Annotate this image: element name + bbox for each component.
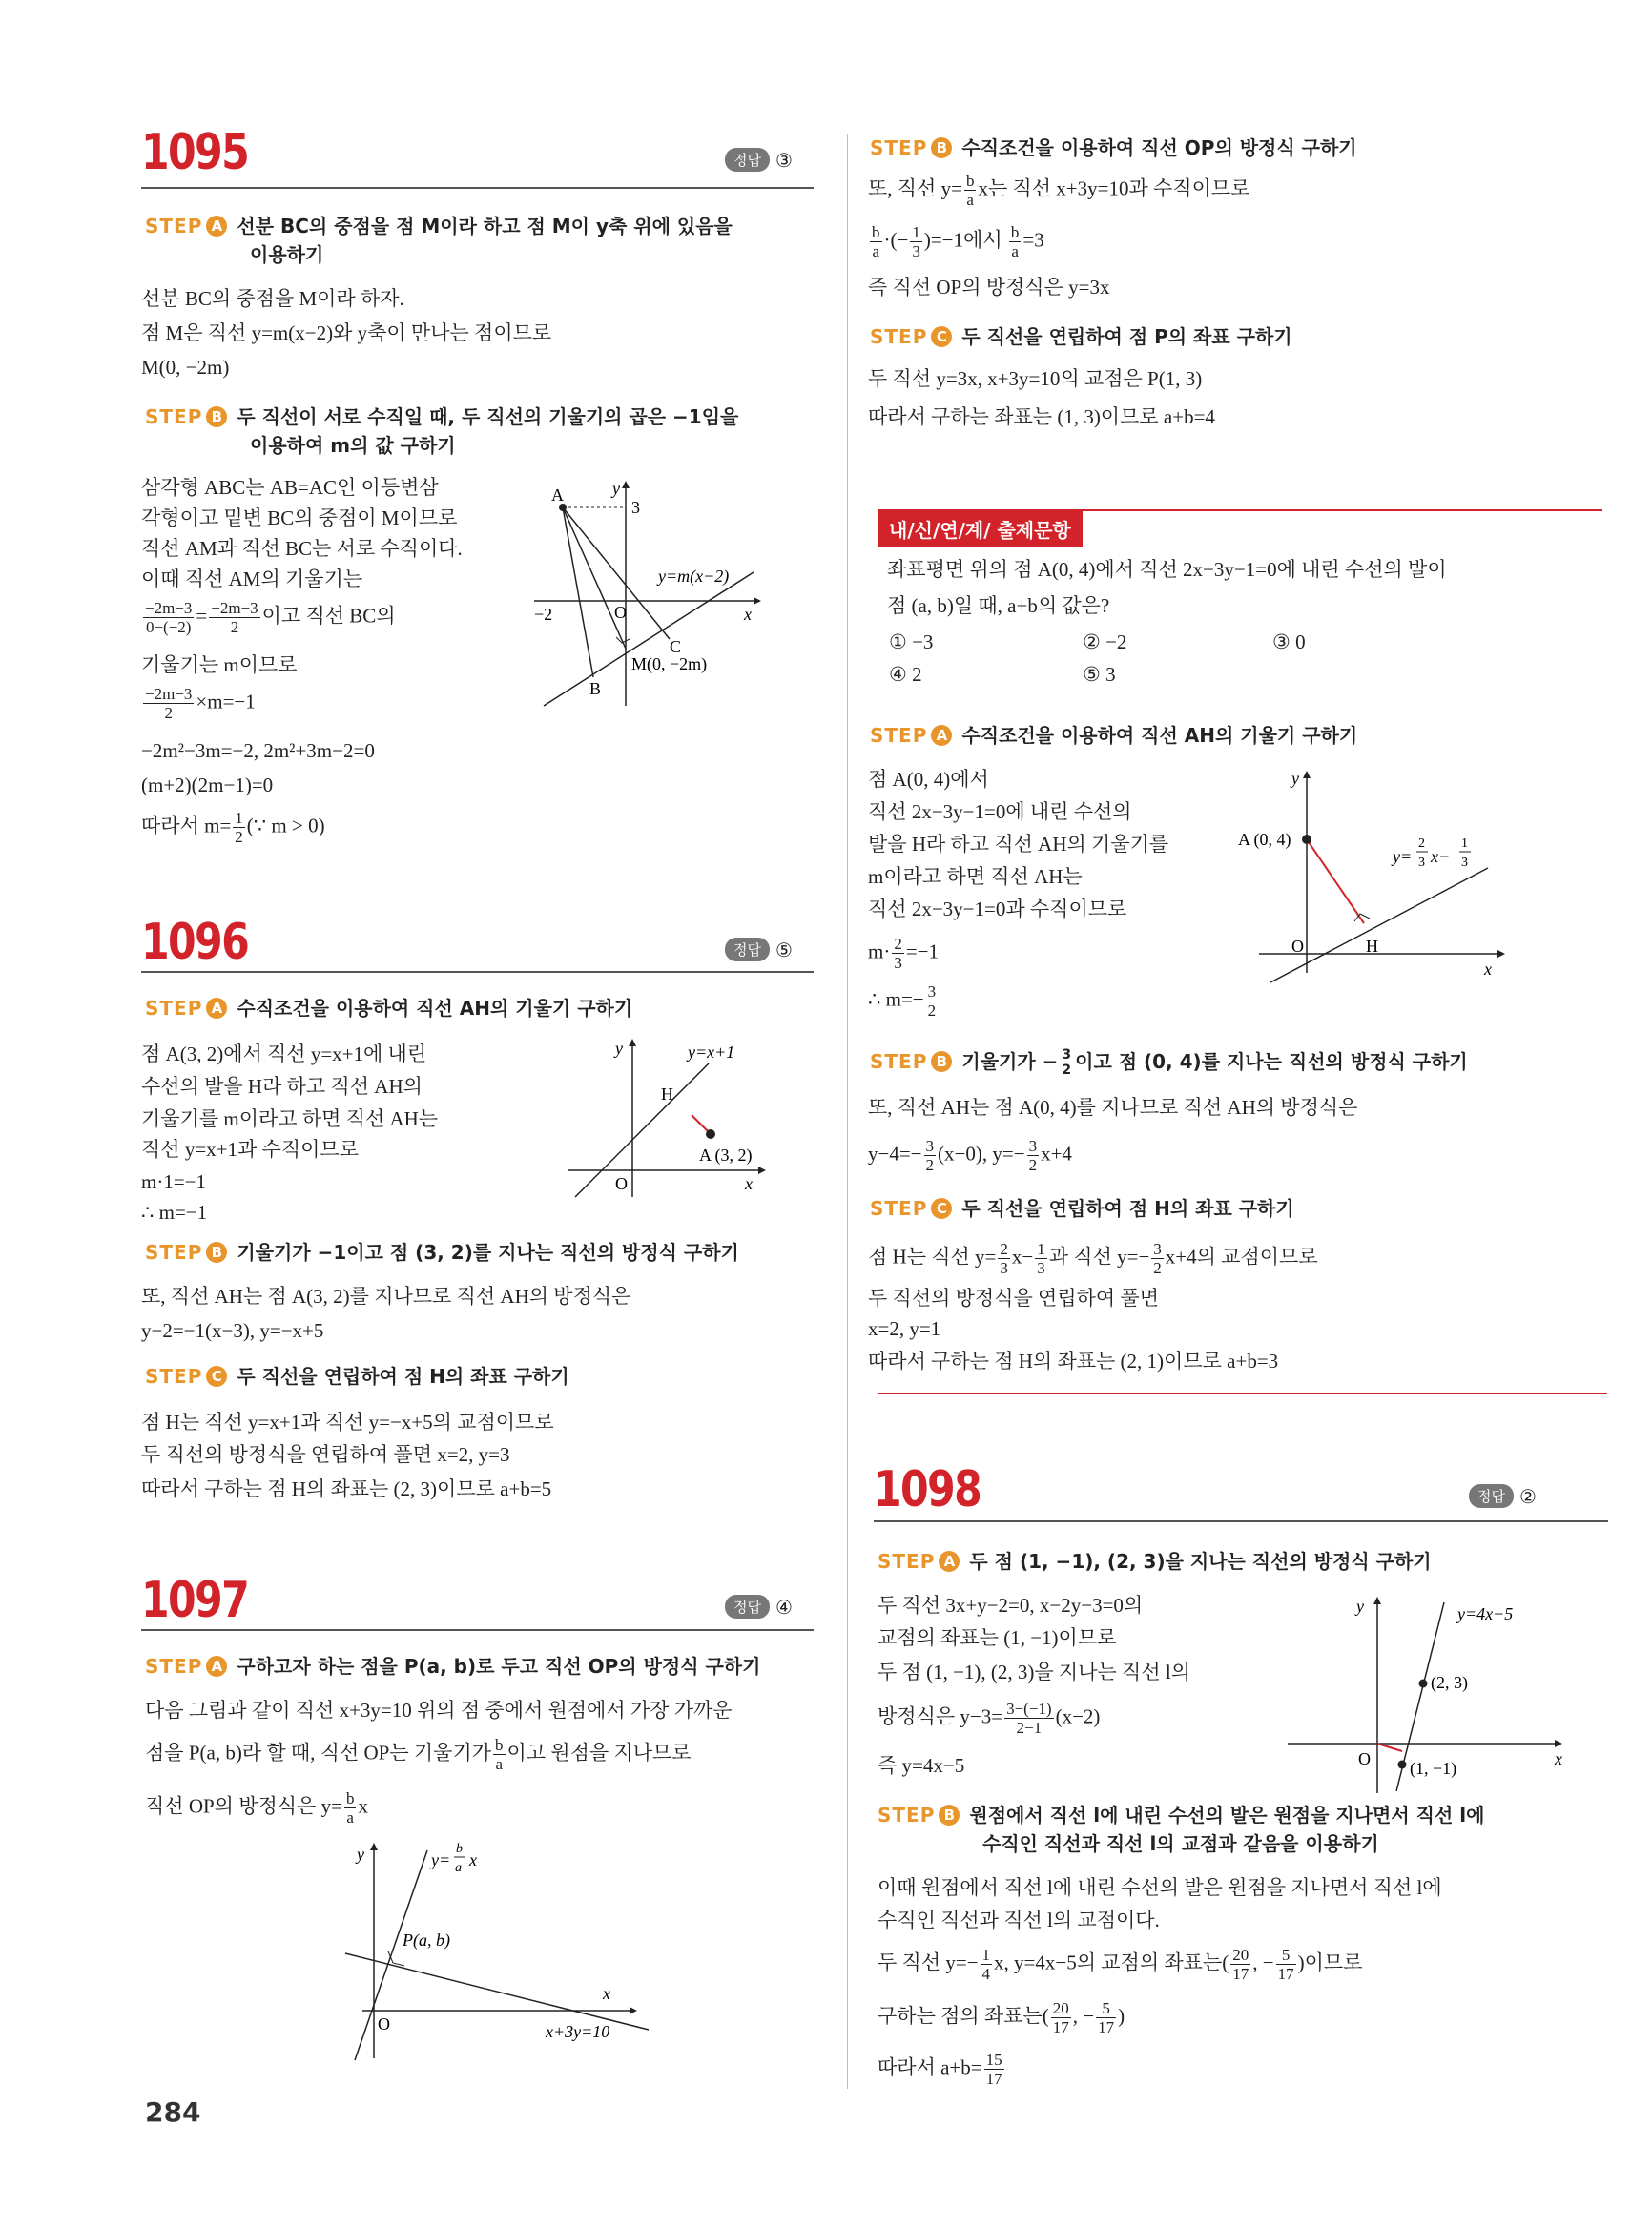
problem-1095-answer: 정답 ③ xyxy=(725,148,793,172)
p1095-text: −2m²−3m=−2, 2m²+3m−2=0 xyxy=(141,739,375,762)
p1095-fraction-line: $\frac{-2m-3}{2}$ ×m=−1 xyxy=(145,685,256,722)
p1098-fig-label-P2: (1, −1) xyxy=(1410,1759,1457,1778)
p1095-stepB: STEP B 두 직선이 서로 수직일 때, 두 직선의 기울기의 곱은 −1임을 이용하여 m의 값 구하기 xyxy=(145,405,739,457)
p1096-text: 또, 직선 AH는 점 A(3, 2)를 지나므로 직선 AH의 방정식은 xyxy=(141,1285,631,1308)
p1096-text: 점 A(3, 2)에서 직선 y=x+1에 내린 xyxy=(141,1043,427,1065)
problem-1098-rule xyxy=(874,1520,1608,1522)
p1097-fig-frac-den: a xyxy=(455,1861,462,1875)
related-fig-label-A: A (0, 4) xyxy=(1238,830,1291,849)
p1097-text: 즉 직선 OP의 방정식은 y=3x xyxy=(868,276,1110,299)
p1098-text: 수직인 직선과 직선 l의 교점이다. xyxy=(878,1909,1160,1931)
p1095-fig-label-line: y=m(x−2) xyxy=(658,567,730,586)
p1098-text: 두 직선 y=− $\frac{1}{4}$ x, y=4x−5의 교점의 좌표는( $\frac{20}{17}$ , − $\frac{5}{17}$ )이므로 xyxy=(878,1946,1363,1983)
problem-1096-answer: 정답 ⑤ xyxy=(725,938,793,961)
related-fig-label-x: x xyxy=(1484,960,1492,979)
p1095-fig-label-B: B xyxy=(589,679,602,698)
choice-5: ⑤ 3 xyxy=(1083,663,1116,686)
p1096-text: m·1=−1 xyxy=(141,1170,207,1193)
p1098-text: 교점의 좌표는 (1, −1)이므로 xyxy=(878,1626,1117,1649)
related-stepA: STEP A 수직조건을 이용하여 직선 AH의 기울기 구하기 xyxy=(870,724,1358,747)
problem-1096-rule xyxy=(141,971,814,973)
p1098-stepB: STEP B 원점에서 직선 l에 내린 수선의 발은 원점을 지나면서 직선 l에 수직인 직선과 직선 l의 교점과 같음을 이용하기 xyxy=(878,1804,1485,1855)
related-question: 좌표평면 위의 점 A(0, 4)에서 직선 2x−3y−1=0에 내린 수선의 발이 xyxy=(887,558,1447,581)
p1098-fig-label-O: O xyxy=(1358,1749,1371,1768)
p1098-text: 이때 원점에서 직선 l에 내린 수선의 발은 원점을 지나면서 직선 l에 xyxy=(878,1876,1442,1899)
related-fig-frac2-den: 3 xyxy=(1461,856,1468,870)
p1095-text: 삼각형 ABC는 AB=AC인 이등변삼 xyxy=(141,476,439,499)
p1095-fig-label-A: A xyxy=(551,485,564,505)
related-text: 점 A(0, 4)에서 xyxy=(868,768,989,791)
related-text: 직선 2x−3y−1=0과 수직이므로 xyxy=(868,898,1127,920)
p1095-fig-label-O: O xyxy=(614,603,627,622)
p1095-fig-label-M: M(0, −2m) xyxy=(631,654,708,673)
p1097-text: 직선 OP의 방정식은 y= $\frac{b}{a}$ x xyxy=(145,1789,368,1827)
p1095-text: 기울기는 m이므로 xyxy=(141,653,298,676)
p1097-fig-label-OP: y= xyxy=(431,1850,451,1869)
p1097-fig-label-P: P(a, b) xyxy=(403,1931,450,1950)
related-fig-label-O: O xyxy=(1291,937,1304,956)
p1098-text: 즉 y=4x−5 xyxy=(878,1754,965,1777)
p1095-fig-label-3: 3 xyxy=(631,498,640,517)
p1097-text: 또, 직선 y= $\frac{b}{a}$ x는 직선 x+3y=10과 수직이므로 xyxy=(868,172,1250,209)
page-number: 284 xyxy=(145,2096,201,2128)
p1095-fig-label-y: y xyxy=(612,479,620,498)
p1095-text: 이때 직선 AM의 기울기는 xyxy=(141,568,363,590)
related-text: 직선 2x−3y−1=0에 내린 수선의 xyxy=(868,800,1132,823)
p1096-text: 직선 y=x+1과 수직이므로 xyxy=(141,1138,359,1161)
choice-2: ② −2 xyxy=(1083,630,1127,653)
p1096-fig-label-A: A (3, 2) xyxy=(699,1146,753,1165)
p1097-text: 점을 P(a, b)라 할 때, 직선 OP는 기울기가 $\frac{b}{a}$ 이고 원점을 지나므로 xyxy=(145,1736,692,1773)
problem-1096-number: 1096 xyxy=(141,914,249,971)
p1096-figure xyxy=(558,1035,787,1207)
related-text: 따라서 구하는 점 H의 좌표는 (2, 1)이므로 a+b=3 xyxy=(868,1350,1279,1373)
p1098-fig-label-x: x xyxy=(1555,1749,1562,1768)
problem-1097-number: 1097 xyxy=(141,1572,249,1629)
p1097-figure xyxy=(324,1829,668,2077)
p1095-fig-label-neg2: −2 xyxy=(534,605,553,624)
p1097-fig-label-x: x xyxy=(603,1984,610,2003)
related-text: m· $\frac{2}{3}$ =−1 xyxy=(868,935,940,972)
p1095-text: 직선 AM과 직선 BC는 서로 수직이다. xyxy=(141,537,463,560)
p1098-stepA: STEP A 두 점 (1, −1), (2, 3)을 지나는 직선의 방정식 구하기 xyxy=(878,1550,1432,1573)
p1098-text: 구하는 점의 좌표는( $\frac{20}{17}$ , − $\frac{5}{17}$ ) xyxy=(878,1999,1125,2036)
p1097-fig-label-OP-x: x xyxy=(469,1850,477,1869)
related-stepC: STEP C 두 직선을 연립하여 점 H의 좌표 구하기 xyxy=(870,1197,1294,1220)
related-text: 점 H는 직선 y= $\frac{2}{3}$ x− $\frac{1}{3}$ 과 직선 y=− $\frac{3}{2}$ x+4의 교점이므로 xyxy=(868,1240,1318,1277)
related-fig-frac2-num: 1 xyxy=(1461,836,1468,851)
p1097-fig-label-line2: x+3y=10 xyxy=(546,2022,610,2041)
p1096-fig-label-line: y=x+1 xyxy=(688,1043,735,1062)
choice-1: ① −3 xyxy=(889,630,934,653)
p1095-text: 각형이고 밑변 BC의 중점이 M이므로 xyxy=(141,506,458,529)
related-stepB: STEP B 기울기가 − $\frac{3}{2}$ 이고 점 (0, 4)를 지나는 직선의 방정식 구하기 xyxy=(870,1047,1468,1078)
p1098-text: 두 직선 3x+y−2=0, x−2y−3=0의 xyxy=(878,1594,1144,1617)
related-figure xyxy=(1221,763,1545,992)
related-text: ∴ m=− $\frac{3}{2}$ xyxy=(868,982,937,1020)
p1098-figure xyxy=(1278,1583,1602,1803)
p1097-stepB: STEP B 수직조건을 이용하여 직선 OP의 방정식 구하기 xyxy=(870,136,1357,159)
p1096-fig-label-x: x xyxy=(745,1174,753,1193)
related-text: y−4=− $\frac{3}{2}$ (x−0), y=− $\frac{3}{2}$ x+4 xyxy=(868,1137,1072,1174)
p1098-text: 두 점 (1, −1), (2, 3)을 지나는 직선 l의 xyxy=(878,1661,1190,1683)
choice-3: ③ 0 xyxy=(1272,630,1306,653)
related-fig-label-y: y xyxy=(1291,769,1299,788)
related-fig-frac-num: 2 xyxy=(1418,836,1425,851)
p1096-text: ∴ m=−1 xyxy=(141,1201,208,1224)
related-text: 두 직선의 방정식을 연립하여 풀면 xyxy=(868,1287,1160,1310)
p1095-text: 선분 BC의 중점을 M이라 하자. xyxy=(141,287,404,310)
related-fig-label-H: H xyxy=(1366,937,1378,956)
p1096-stepA: STEP A 수직조건을 이용하여 직선 AH의 기울기 구하기 xyxy=(145,997,633,1020)
problem-1097-answer: 정답 ④ xyxy=(725,1595,793,1619)
related-text: m이라고 하면 직선 AH는 xyxy=(868,865,1083,888)
p1095-text: (m+2)(2m−1)=0 xyxy=(141,774,274,796)
related-bottom-rule xyxy=(878,1393,1607,1394)
p1096-fig-label-O: O xyxy=(615,1174,628,1193)
p1096-text: 점 H는 직선 y=x+1과 직선 y=−x+5의 교점이므로 xyxy=(141,1411,554,1434)
related-text: 발을 H라 하고 직선 AH의 기울기를 xyxy=(868,833,1169,856)
related-fig-line-a: y= xyxy=(1393,847,1413,866)
p1098-text: 방정식은 y−3= $\frac{3-(-1)}{2-1}$ (x−2) xyxy=(878,1700,1101,1737)
related-text: x=2, y=1 xyxy=(868,1317,941,1340)
p1097-stepC: STEP C 두 직선을 연립하여 점 P의 좌표 구하기 xyxy=(870,325,1292,348)
p1097-fig-label-O: O xyxy=(378,2014,390,2034)
related-fig-line-b: x− xyxy=(1431,847,1451,866)
p1096-text: y−2=−1(x−3), y=−x+5 xyxy=(141,1319,324,1342)
p1096-text: 따라서 구하는 점 H의 좌표는 (2, 3)이므로 a+b=5 xyxy=(141,1477,552,1500)
problem-1095-rule xyxy=(141,187,814,189)
p1097-fig-label-y: y xyxy=(357,1845,364,1864)
p1095-stepA: STEP A 선분 BC의 중점을 점 M이라 하고 점 M이 y축 위에 있음을 이용하기 xyxy=(145,215,733,266)
choice-4: ④ 2 xyxy=(889,663,922,686)
related-problem-header: 내/신/연/계/ 출제문항 xyxy=(878,511,1083,547)
problem-1098-answer: 정답 ② xyxy=(1469,1484,1537,1508)
p1097-stepA: STEP A 구하고자 하는 점을 P(a, b)로 두고 직선 OP의 방정식 구하기 xyxy=(145,1655,761,1678)
p1096-text: 기울기를 m이라고 하면 직선 AH는 xyxy=(141,1107,439,1130)
p1095-text: 점 M은 직선 y=m(x−2)와 y축이 만나는 점이므로 xyxy=(141,321,552,344)
related-question: 점 (a, b)일 때, a+b의 값은? xyxy=(887,594,1110,617)
p1097-text: $\frac{b}{a}$ ·(− $\frac{1}{3}$ )=−1에서 $\frac{b}{a}$ =3 xyxy=(872,223,1044,260)
related-text: 또, 직선 AH는 점 A(0, 4)를 지나므로 직선 AH의 방정식은 xyxy=(868,1096,1358,1119)
p1096-fig-label-y: y xyxy=(615,1039,623,1058)
p1097-fig-frac-num: b xyxy=(456,1842,463,1856)
column-divider xyxy=(847,134,848,2089)
p1096-text: 수선의 발을 H라 하고 직선 AH의 xyxy=(141,1075,423,1098)
p1095-fig-label-x: x xyxy=(744,605,752,624)
p1096-stepC: STEP C 두 직선을 연립하여 점 H의 좌표 구하기 xyxy=(145,1365,569,1388)
problem-1098-number: 1098 xyxy=(874,1461,981,1518)
p1098-fig-label-P1: (2, 3) xyxy=(1431,1673,1468,1692)
problem-1097-rule xyxy=(141,1629,814,1631)
p1096-text: 두 직선의 방정식을 연립하여 풀면 x=2, y=3 xyxy=(141,1443,510,1466)
p1097-text: 두 직선 y=3x, x+3y=10의 교점은 P(1, 3) xyxy=(868,367,1203,390)
p1098-fig-label-y: y xyxy=(1356,1597,1364,1616)
p1098-text: 따라서 a+b= $\frac{15}{17}$ xyxy=(878,2051,1002,2088)
p1097-text: 다음 그림과 같이 직선 x+3y=10 위의 점 중에서 원점에서 가장 가까운 xyxy=(145,1699,733,1722)
p1096-stepB: STEP B 기울기가 −1이고 점 (3, 2)를 지나는 직선의 방정식 구하기 xyxy=(145,1241,739,1264)
p1095-fraction-line: $\frac{-2m-3}{0-(-2)}$ = $\frac{-2m-3}{2}$ 이고 직선 BC의 xyxy=(145,599,396,636)
p1096-fig-label-H: H xyxy=(661,1084,673,1104)
related-top-rule xyxy=(878,509,1602,511)
p1095-figure xyxy=(525,477,811,715)
p1098-fig-label-line: y=4x−5 xyxy=(1457,1604,1514,1623)
p1095-fig-label-C: C xyxy=(670,637,682,656)
p1097-text: 따라서 구하는 좌표는 (1, 3)이므로 a+b=4 xyxy=(868,405,1215,428)
p1095-text: M(0, −2m) xyxy=(141,356,230,379)
related-fig-frac-den: 3 xyxy=(1418,856,1425,870)
p1095-text: 따라서 m= $\frac{1}{2}$ (∵ m > 0) xyxy=(141,809,325,846)
problem-1095-number: 1095 xyxy=(141,124,249,181)
